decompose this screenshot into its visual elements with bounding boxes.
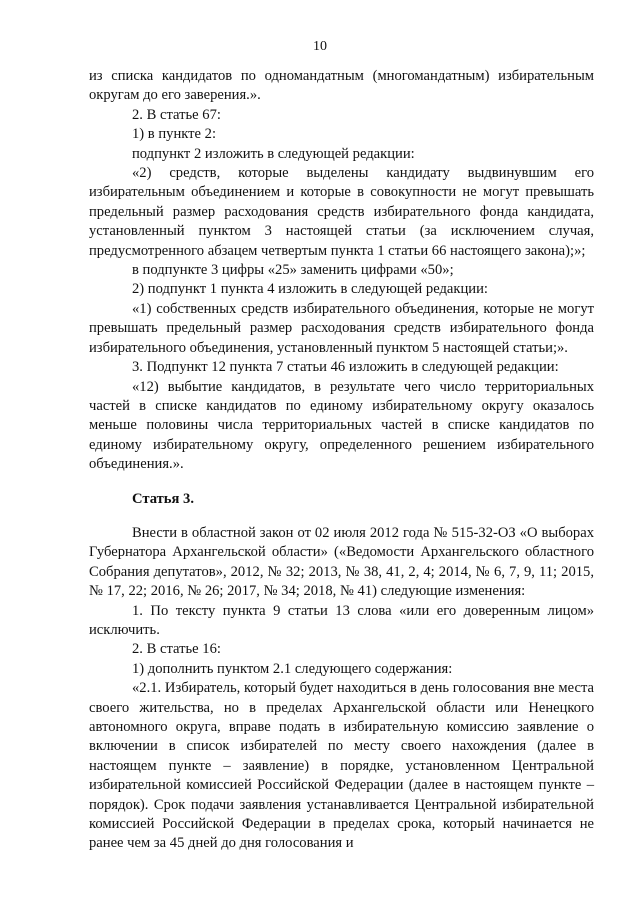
paragraph-item: 3. Подпункт 12 пункта 7 статьи 46 изложить в следующей редакции:: [132, 359, 559, 376]
paragraph-continuation: из списка кандидатов по одномандатным (многомандатным) избирательным округам до его заверения.».: [89, 68, 594, 104]
paragraph-quote: «2.1. Избиратель, который будет находиться в день голосования вне места своего жительства, но в пределах Архангельской области или Ненецкого автономного округа, вправе подать в избирательную комиссию заявление о включении в список избирателей по месту своего нахождения (далее в настоящем пункте – заявление) в порядке, установленном Центральной избирательной комиссией Российской Федерации (далее в настоящем пункте – порядок). Срок подачи заявления устанавливается Центральной избирательной комиссией Российской Федерации в пределах срока, который начинается не ранее чем за 45 дней до дня голосования и: [89, 680, 594, 852]
paragraph-item: 1) дополнить пунктом 2.1 следующего содержания:: [132, 660, 453, 677]
paragraph-item: 2) подпункт 1 пункта 4 изложить в следующей редакции:: [132, 281, 488, 298]
article-heading: Статья 3.: [132, 490, 194, 507]
paragraph-intro: Внести в областной закон от 02 июля 2012 года № 515-32-ОЗ «О выборах Губернатора Архангельской области» («Ведомости Архангельского областного Собрания депутатов», 2012, № 32; 2013, № 38, 41, 2, 4; 2014, № 6, 7, 9, 11; 2015, № 17, 22; 2016, № 26; 2017, № 34; 2018, № 41) следующие изменения:: [89, 524, 594, 600]
paragraph-quote: «12) выбытие кандидатов, в результате чего число территориальных частей в списке кандидатов по единому избирательному округу оказалось меньше половины числа территориальных частей в списке кандидатов по единому избирательному округу, определенного решением избирательного объединения.».: [89, 378, 594, 473]
paragraph-item: 2. В статье 16:: [132, 641, 221, 658]
paragraph-item: 1. По тексту пункта 9 статьи 13 слова «или его доверенным лицом» исключить.: [89, 602, 594, 638]
paragraph-item: подпункт 2 изложить в следующей редакции:: [132, 145, 415, 162]
paragraph-item: 1) в пункте 2:: [132, 126, 217, 143]
page-number: 10: [313, 39, 327, 54]
document-body: [89, 67, 594, 854]
paragraph-quote: «2) средств, которые выделены кандидату выдвинувшим его избирательным объединением и которые в совокупности не могут превышать предельный размер расходования средств избирательного фонда кандидата, установленный пунктом 3 настоящей статьи (за исключением случая, предусмотренного абзацем четвертым пункта 1 статьи 66 настоящего закона);»;: [89, 165, 594, 259]
paragraph-item: в подпункте 3 цифры «25» заменить цифрами «50»;: [132, 262, 454, 279]
paragraph-quote: «1) собственных средств избирательного объединения, которые не могут превышать предельный размер расходования средств избирательного фонда избирательного объединения, установленный пунктом 5 настоящей статьи;».: [89, 300, 594, 356]
paragraph-item: 2. В статье 67:: [132, 106, 221, 123]
